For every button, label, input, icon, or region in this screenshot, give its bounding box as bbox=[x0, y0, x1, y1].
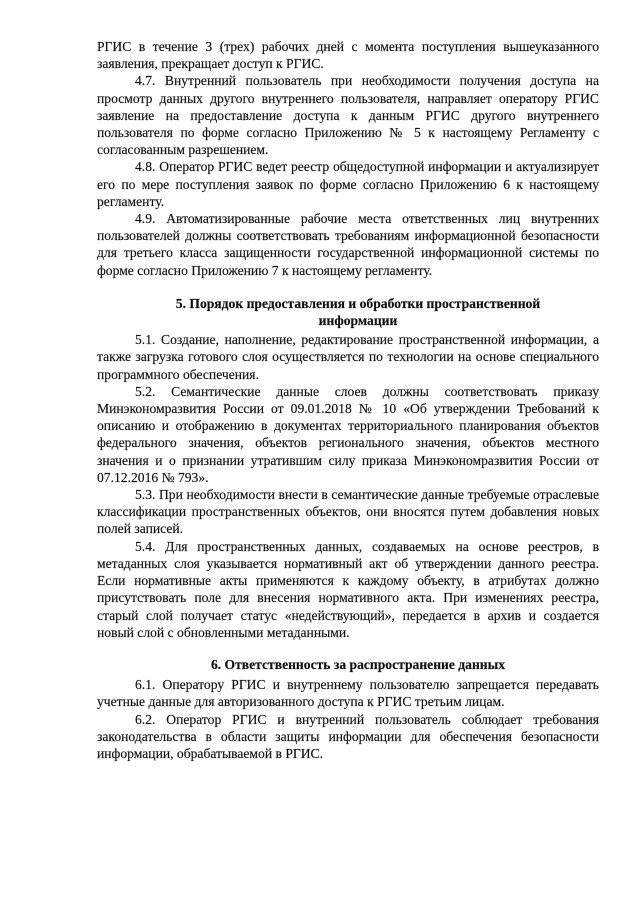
paragraph-5-4: 5.4. Для пространственных данных, создаваемых на основе реестров, в метаданных слоя указывается нормативный акт об утверждении данного реестра. Если нормативные акты применяются к каждому объекту, в атрибутах должно присутствовать поле для внесения нормативного акта. При изменениях реестра, старый слой получает статус «недействующий», передается в архив и создается новый слой с обновленными метаданными. bbox=[97, 538, 599, 640]
paragraph-6-1: 6.1. Оператору РГИС и внутреннему пользователю запрещается передавать учетные данные для авторизованного доступа к РГИС третьим лицам. bbox=[97, 677, 599, 710]
paragraph-5-1: 5.1. Создание, наполнение, редактирование пространственной информации, а также загрузка готового слоя осуществляется по технологии на основе специального программного обеспечения. bbox=[97, 332, 599, 382]
document-body bbox=[97, 38, 599, 762]
section-5-heading bbox=[97, 295, 599, 329]
paragraph-5-2: 5.2. Семантические данные слоев должны соответствовать приказу Минэкономразвития России от 09.01.2018 № 10 «Об утверждении Требований к описанию и отображению в документах территориального планирования объектов федерального значения, объектов регионального значения, объектов местного значения и о признании утратившим силу приказа Минэкономразвития России от 07.12.2016 № 793». bbox=[97, 383, 599, 485]
section-5-heading-line2: информации bbox=[318, 313, 398, 329]
paragraph-4-7: 4.7. Внутренний пользователь при необходимости получения доступа на просмотр данных другого внутреннего пользователя, направляет оператору РГИС заявление на предоставление доступа к данным РГИС другого внутреннего пользователя по форме согласно Приложению № 5 к настоящему Регламенту с согласованным разрешением. bbox=[97, 73, 599, 158]
section-6-heading: 6. Ответственность за распространение данных bbox=[210, 656, 506, 672]
paragraph-4-9: 4.9. Автоматизированные рабочие места ответственных лиц внутренних пользователей должны соответствовать требованиям информационной безопасности для третьего класса защищенности государственной информационной системы по форме согласно Приложению 7 к настоящему регламенту. bbox=[97, 211, 599, 278]
paragraph-6-2: 6.2. Оператор РГИС и внутренний пользователь соблюдает требования законодательства в области защиты информации для обеспечения безопасности информации, обрабатываемой в РГИС. bbox=[97, 711, 599, 761]
paragraph-continuation: РГИС в течение 3 (трех) рабочих дней с момента поступления вышеуказанного заявления, прекращает доступ к РГИС. bbox=[97, 39, 599, 72]
section-5-heading-line1: 5. Порядок предоставления и обработки пространственной bbox=[175, 295, 541, 311]
paragraph-4-8: 4.8. Оператор РГИС ведет реестр общедоступной информации и актуализирует его по мере поступления заявок по форме согласно Приложению 6 к настоящему регламенту. bbox=[97, 159, 599, 209]
paragraph-5-3: 5.3. При необходимости внести в семантические данные требуемые отраслевые классификации пространственных объектов, они вносятся путем добавления новых полей записей. bbox=[97, 487, 599, 537]
